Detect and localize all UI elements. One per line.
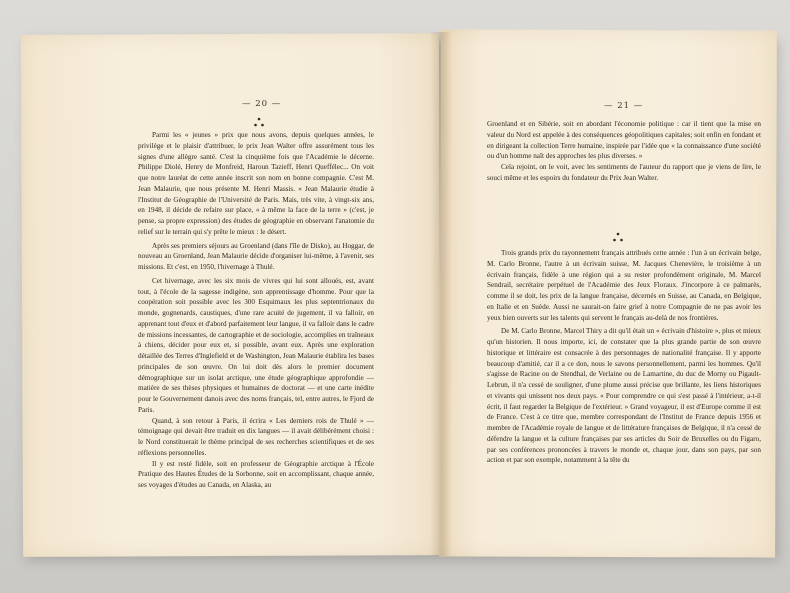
paragraph: Cet hivernage, avec les six mois de vivres qui lui sont alloués, est, avant tout, à l'école de la sagesse indigène, son apprentissage d'homme. Pour que la coopération soit possible avec les 300 Esquimaux les plus septentrionaux du monde, gognenards, caustiques, d'une rare acuité de jugement, il va falloir, en apprenant tout d'eux et d'abord parfaitement leur langue, il va falloir dans le cadre de missions incessantes, de cartographie et de sociologie, accomplies en traîneaux à chiens, décider pour eux et, si possible, avant eux. Après une exploration détaillée des Terres d'Inglefield et de Washington, Jean Malaurie établira les bases principales de son œuvre. On lui doit dès alors le premier document démographique sur un isolat arctique, une étude géographique approfondie — matière de ses thèses physiques et humaines de doctorat — et une carte inédite pour le Gouvernement danois avec des noms français, tel, entre autres, le Fjord de Paris. bbox=[138, 276, 374, 414]
right-page-text-top bbox=[487, 119, 761, 184]
right-page-text-bottom bbox=[487, 248, 761, 466]
paragraph: Après ses premiers séjours au Groenland (dans l'île de Disko), au Hoggar, de nouveau au Groenland, Jean Malaurie décide d'organiser lui-même, à l'avenir, ses missions. Et c'est, en 1950, l'hivernage à Thulé. bbox=[138, 241, 374, 271]
left-page-text bbox=[138, 130, 374, 491]
paragraph: Parmi les « jeunes » prix que nous avons, depuis quelques années, le privilège et le plaisir d'attribuer, le prix Jean Walter offre assurément tous les signes d'une allègre santé. C'est la cinquième fois que l'Académie le décerne. Philippe Diolé, Henry de Monfreid, Haroun Tazieff, Henri Queffélec... On voit que notre lauréat de cette année inscrit son nom en bonne compagnie. C'est M. Jean Malaurie, que nous présente M. Henri Massis. « Jean Malaurie étudie à l'Institut de Géographie de l'Université de Paris. Mais, très vite, à vingt-six ans, en 1948, il décide de refaire sur place, « à même la face de la terre » (c'est, je pense, sa propre expression) des études de géographie en observant l'anatomie du relief sur le terrain qui s'y prête le mieux : le désert. bbox=[138, 131, 374, 236]
paragraph: Trois grands prix du rayonnement français attribués cette année : l'un à un écrivain belge, M. Carlo Bronne, l'autre à un écrivain suisse, M. Jacques Chenevière, le troisième à un écrivain français, fidèle à une région qui a su rester profondément originale, M. Marcel Sendrail, secrétaire perpétuel de l'Académie des Jeux Floraux. J'incorpore à ce palmarès, comme il se doit, les prix de la langue française, décernés en Suisse, au Canada, en Belgique, en Italie et en Suède. Aussi ne saurait-on faire grief à notre Compagnie de ne pas avoir les yeux bien ouverts sur les talents qui servent le français au-delà de nos frontières. bbox=[487, 249, 761, 322]
right-ornament-icon bbox=[612, 232, 624, 242]
paragraph: De M. Carlo Bronne, Marcel Thiry a dit qu'il était un « écrivain d'histoire », plus et mieux qu'un historien. Il nous importe, ici, de constater que la plus grande partie de son œuvre historique et littéraire est consacrée à des personnages de nationalité française. Il y apporte beaucoup d'amitié, car il a ce don, nous le savons personnellement, parmi les hommes. Qu'il s'agisse de Racine ou de Stendhal, de Verlaine ou de Lamartine, du duc de Morny ou Pigault-Lebrun, il n'a cessé de souligner, d'une plume aussi précise que brillante, les liens historiques et vivants qui unissent nos deux pays. « Pour comprendre ce qui s'est passé à l'intérieur, a-t-il écrit, il faut regarder la Belgique de l'extérieur. » Grand voyageur, il est d'Europe comme il est de France. C'est à ce titre que, membre correspondant de l'Institut de France depuis 1956 et membre de l'Académie royale de langue et de littérature françaises de Belgique, il n'a cessé de défendre la langue et la culture françaises par ses articles du Soir de Bruxelles ou du Figaro, par ses conférences prononcées à travers le monde et, chaque jour, dans son pays, par son action et par son exemple, notamment à la tête du bbox=[487, 327, 761, 465]
book-gutter bbox=[430, 32, 452, 556]
paragraph: Il y est resté fidèle, soit en professeur de Géographie arctique à l'École Pratique des Hautes Études de la Sorbonne, soit en accomplissant, chaque année, ses voyages d'études au Canada, en Alaska, au bbox=[138, 459, 374, 489]
paragraph: Groenland et en Sibérie, soit en abordant l'économie politique : car il tient que la mise en valeur du Nord est appelée à des conséquences géopolitiques capitales; soit enfin en fondant et en dirigeant la collection Terre humaine, inspirée par l'idée que « la connaissance d'une société ou d'un homme naît des approches les plus diverses. » bbox=[487, 120, 761, 161]
paragraph: Quand, à son retour à Paris, il écrira « Les derniers rois de Thulé » — témoignage qui devait être traduit en dix langues — il avait délibérément choisi : le Nord constituerait le thème principal de ses recherches scientifiques et de ses réflexions personnelles. bbox=[138, 416, 374, 457]
left-page-number: — 20 — bbox=[242, 99, 282, 109]
paragraph: Cela rejoint, on le voit, avec les sentiments de l'auteur du rapport que je viens de lire, le souci même et les espoirs du fondateur du Prix Jean Walter. bbox=[487, 163, 761, 182]
left-ornament-icon bbox=[253, 117, 265, 127]
right-page-number: — 21 — bbox=[604, 101, 644, 111]
